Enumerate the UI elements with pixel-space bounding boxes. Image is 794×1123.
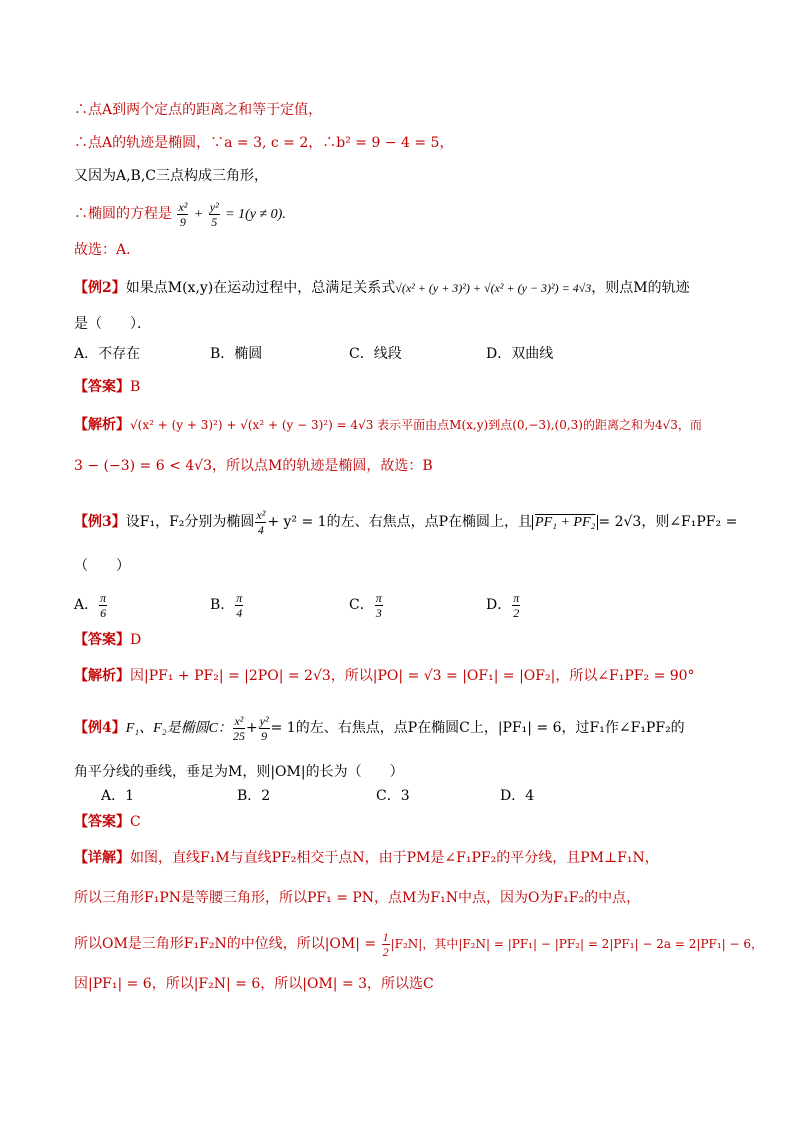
example-4-question-line2: 角平分线的垂线，垂足为M，则|OM|的长为（ ） — [74, 764, 404, 780]
ellipse-eq-suffix: = 1(y ≠ 0). — [225, 207, 286, 222]
answer-value: C — [130, 814, 141, 830]
example-3-option-c — [349, 588, 384, 622]
option-frac — [235, 592, 243, 619]
frac-den: 2 — [513, 605, 520, 620]
solution-choice: 故选：A． — [74, 242, 141, 258]
example-3-question-post: = 2√3，则∠F₁PF₂ = — [598, 514, 738, 530]
example-4-option-c: C．3 — [376, 788, 410, 804]
example-4-option-d: D．4 — [500, 788, 535, 804]
solution-line-1: ∴点A到两个定点的距离之和等于定值， — [74, 102, 323, 118]
ellipse-eq-frac-x — [177, 201, 188, 228]
plus-sign: + — [245, 720, 258, 736]
analysis-label: 【解析】 — [74, 417, 130, 433]
option-letter: A． — [74, 597, 99, 613]
frac-num: 1 — [382, 929, 389, 944]
ellipse-eq-frac-y — [209, 201, 220, 228]
example-4-question-post: = 1的左、右焦点，点P在椭圆C上，|PF₁| = 6，过F₁作∠F₁PF₂的 — [270, 720, 685, 736]
example-2-option-c: C．线段 — [349, 346, 402, 362]
frac-num: x² — [256, 507, 266, 522]
example-2-analysis-line2: 3 − (−3) = 6 < 4√3，所以点M的轨迹是椭圆，故选：B — [74, 458, 433, 474]
frac-den: 6 — [100, 605, 107, 620]
plus-sign: + — [193, 207, 204, 222]
option-frac — [512, 592, 520, 619]
option-letter: C． — [349, 597, 374, 613]
example-3-question-line2: （ ） — [74, 558, 130, 574]
frac-num: π — [513, 590, 520, 605]
option-letter: B． — [210, 597, 235, 613]
frac-den: 3 — [375, 605, 382, 620]
frac-den: 4 — [236, 605, 243, 620]
example-3-question-mid: + y² = 1的左、右焦点，点P在椭圆上，且 — [267, 514, 533, 530]
frac-num: x² — [234, 713, 244, 728]
example-2-formula: √(x² + (y + 3)²) + √(x² + (y − 3)²) = 4√3 — [395, 281, 592, 295]
frac-num: π — [375, 590, 382, 605]
answer-label: 【答案】 — [74, 379, 130, 395]
ellipse-eq-prefix: ∴椭圆的方程是 — [74, 206, 172, 222]
example-3-analysis — [74, 666, 695, 686]
answer-label: 【答案】 — [74, 814, 130, 830]
frac-num: π — [100, 590, 107, 605]
solution-line-3: 又因为A,B,C三点构成三角形， — [74, 168, 269, 184]
example-3-option-d — [486, 588, 521, 622]
example-4-detail-line1 — [74, 848, 659, 868]
example-3-label: 【例3】 — [74, 514, 126, 530]
analysis-label: 【解析】 — [74, 668, 130, 684]
detail-text: 所以OM是三角形F₁F₂N的中位线，所以|OM| = — [74, 936, 381, 952]
answer-value: D — [130, 632, 142, 648]
frac-num: y² — [259, 713, 269, 728]
example-2-option-a: A．不存在 — [74, 346, 141, 362]
example-3-vector-abs: PF₁ + PF₂ — [532, 515, 598, 530]
frac-den: 5 — [211, 214, 218, 229]
analysis-text: √(x² + (y + 3)²) + √(x² + (y − 3)²) = 4√3 表示平面由点M(x,y)到点(0,−3),(0,3)的距离之和为4√3，而 — [130, 418, 702, 432]
example-2-question-post: ，则点M的轨迹 — [591, 280, 690, 296]
option-letter: D． — [486, 597, 512, 613]
example-4-detail-line2: 所以三角形F₁PN是等腰三角形，所以PF₁ = PN，点M为F₁N中点，因为O为F₁F₂的中点， — [74, 890, 641, 906]
example-3-answer — [74, 630, 141, 650]
example-2-answer — [74, 377, 140, 397]
example-4-label: 【例4】 — [74, 720, 126, 736]
example-4-question-pre: F₁、F₂是椭圆C： — [125, 721, 232, 736]
example-2-question-line2: 是（ ）． — [74, 316, 151, 332]
example-2-label: 【例2】 — [74, 280, 126, 296]
frac-den: 25 — [232, 728, 245, 743]
frac-num: y² — [209, 199, 219, 214]
detail-text: |F₂N|，其中|F₂N| = |PF₁| − |PF₂| = 2|PF₁| − 2a = 2|PF₁| − 6， — [390, 937, 764, 951]
frac-den: 9 — [179, 214, 186, 229]
answer-value: B — [130, 379, 141, 395]
half-frac — [382, 931, 390, 958]
answer-label: 【答案】 — [74, 632, 130, 648]
option-frac — [375, 592, 383, 619]
detail-label: 【详解】 — [74, 850, 130, 866]
example-2-option-d: D．双曲线 — [486, 346, 554, 362]
example-4-detail-line3 — [74, 928, 763, 960]
example-4-option-a: A．1 — [101, 788, 135, 804]
example-3-question — [74, 506, 737, 538]
example-3-option-a — [74, 588, 108, 622]
frac-num: x² — [178, 199, 188, 214]
solution-line-4 — [74, 198, 286, 231]
example-2-option-b: B．椭圆 — [210, 346, 263, 362]
example-3-question-pre: 设F₁，F₂分别为椭圆 — [125, 514, 255, 530]
example-3-option-b — [210, 588, 244, 622]
example-2-question-pre: 如果点M(x,y)在运动过程中，总满足关系式 — [125, 280, 396, 296]
example-4-detail-line4: 因|PF₁| = 6，所以|F₂N| = 6，所以|OM| = 3，所以选C — [74, 976, 434, 992]
analysis-text: 因|PF₁ + PF₂| = |2PO| = 2√3，所以|PO| = √3 = |OF₁| = |OF₂|，所以∠F₁PF₂ = 90° — [130, 668, 695, 684]
example-4-frac-x — [233, 715, 245, 742]
example-2-question — [74, 276, 690, 300]
detail-text: 如图，直线F₁M与直线PF₂相交于点N，由于PM是∠F₁PF₂的平分线，且PM⊥F₁N， — [130, 850, 659, 866]
example-3-frac — [255, 509, 266, 536]
example-4-answer — [74, 812, 141, 832]
frac-num: π — [236, 590, 243, 605]
option-frac — [99, 592, 107, 619]
example-2-analysis-line1 — [74, 414, 702, 436]
frac-den: 4 — [257, 522, 264, 537]
frac-den: 9 — [261, 728, 268, 743]
solution-line-2: ∴点A的轨迹是椭圆，∵a = 3, c = 2，∴b² = 9 − 4 = 5， — [74, 135, 454, 151]
example-4-question — [74, 712, 685, 745]
example-4-frac-y — [259, 715, 270, 742]
frac-den: 2 — [382, 944, 389, 959]
example-4-option-b: B．2 — [237, 788, 271, 804]
